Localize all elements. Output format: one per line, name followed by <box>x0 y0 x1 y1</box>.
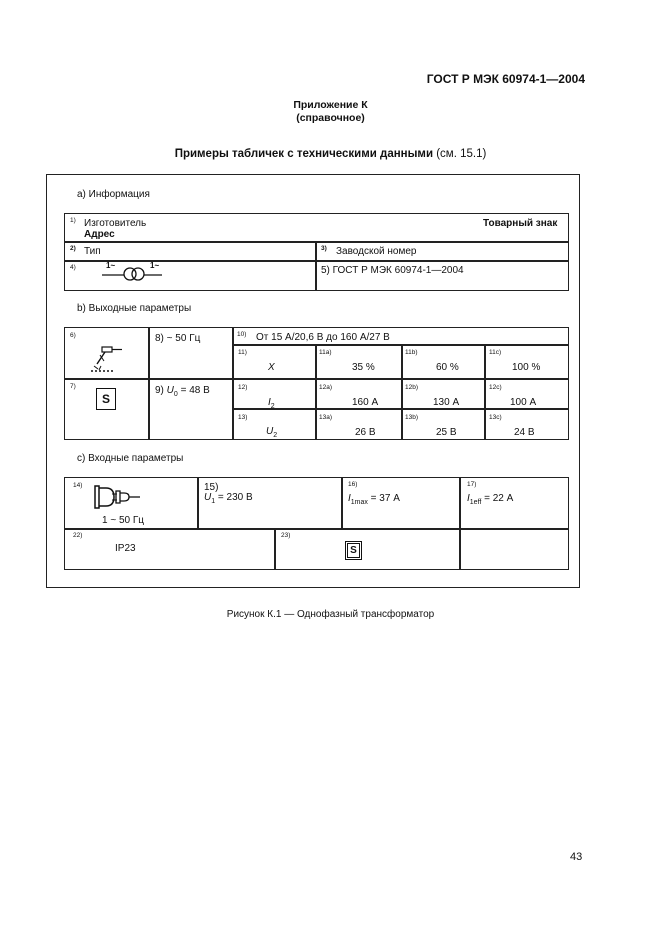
note-16: 16) <box>348 481 358 488</box>
figure-heading-title: Примеры табличек с техническими данными <box>174 148 434 160</box>
duty-cycle-11a: 35 % <box>352 362 375 373</box>
duty-cycle-label: X <box>268 362 275 373</box>
section-b-title: b) Выходные параметры <box>77 303 192 314</box>
note-11: 11) <box>238 349 247 356</box>
s-symbol-icon: S <box>101 392 110 406</box>
note-12b: 12b) <box>405 384 419 391</box>
note-17: 17) <box>467 481 477 488</box>
manufacturer-label: Изготовитель <box>84 218 147 229</box>
note-15: 15) <box>204 482 219 493</box>
appendix-title: Приложение К <box>293 99 368 111</box>
current-12a: 160 А <box>352 397 379 408</box>
s-symbol-box <box>96 388 116 410</box>
input-voltage: $U_1 = 230$ В <box>204 492 253 505</box>
figure-caption: Рисунок К.1 — Однофазный трансформатор <box>226 609 435 620</box>
transformer-label-primary: 1~ <box>106 261 116 270</box>
page-number: 43 <box>570 851 583 863</box>
standard-reference: 5) ГОСТ Р МЭК 60974-1—2004 <box>321 265 464 276</box>
duty-cycle-11c: 100 % <box>512 362 541 373</box>
trademark-label: Товарный знак <box>483 218 558 229</box>
note-12: 12) <box>238 384 248 391</box>
section-c-title: c) Входные параметры <box>77 453 184 464</box>
standard-header: ГОСТ Р МЭК 60974-1—2004 <box>426 72 585 86</box>
note-12a: 12a) <box>319 384 333 391</box>
welding-icon <box>89 345 125 375</box>
note-13: 13) <box>238 414 248 421</box>
transformer-label-secondary: 1~ <box>150 261 160 270</box>
note-13b: 13b) <box>405 414 419 421</box>
output-frequency: 8) ~ 50 Гц <box>155 333 201 344</box>
note-1: 1) <box>70 217 76 224</box>
note-4: 4) <box>70 264 76 271</box>
serial-label: Заводской номер <box>336 246 417 257</box>
output-range: От 15 А/20,6 В до 160 А/27 В <box>256 332 390 343</box>
figure-heading <box>0 148 661 160</box>
section-a-title: a) Информация <box>77 189 150 200</box>
note-14: 14) <box>73 482 83 489</box>
ip-rating: IP23 <box>115 543 136 554</box>
input-frequency: 1 ~ 50 Гц <box>102 515 145 526</box>
current-label: $I_2$ <box>268 397 275 410</box>
note-22: 22) <box>73 532 83 539</box>
note-10: 10) <box>237 331 247 338</box>
max-input-current: $I_{1max} = 37$ А <box>348 493 400 506</box>
note-2: 2) <box>70 245 76 252</box>
voltage-label: $U_2$ <box>266 426 278 439</box>
note-11a: 11a) <box>319 349 332 356</box>
note-12c: 12c) <box>489 384 502 391</box>
current-12b: 130 А <box>433 397 460 408</box>
note-3: 3) <box>321 245 327 252</box>
s-symbol-box-input <box>345 541 362 560</box>
no-load-voltage: 9) $U_0 = 48$ В <box>155 385 210 398</box>
duty-cycle-11b: 60 % <box>436 362 459 373</box>
note-11b: 11b) <box>405 349 418 356</box>
current-12c: 100 А <box>510 397 537 408</box>
note-7: 7) <box>70 383 76 390</box>
appendix-subtitle: (справочное) <box>296 112 365 124</box>
s-symbol-icon-input: S <box>347 543 360 558</box>
voltage-13b: 25 В <box>436 427 457 438</box>
note-23: 23) <box>281 532 291 539</box>
figure-heading-ref: (см. 15.1) <box>433 148 487 160</box>
note-6: 6) <box>70 332 76 339</box>
address-label: Адрес <box>84 229 115 240</box>
voltage-13a: 26 В <box>355 427 376 438</box>
plug-icon <box>92 484 142 514</box>
note-13a: 13a) <box>319 414 333 421</box>
note-13c: 13c) <box>489 414 502 421</box>
effective-input-current: $I_{1eff} = 22$ А <box>467 493 514 506</box>
voltage-13c: 24 В <box>514 427 535 438</box>
type-label: Тип <box>84 246 101 257</box>
note-11c: 11c) <box>489 349 502 356</box>
